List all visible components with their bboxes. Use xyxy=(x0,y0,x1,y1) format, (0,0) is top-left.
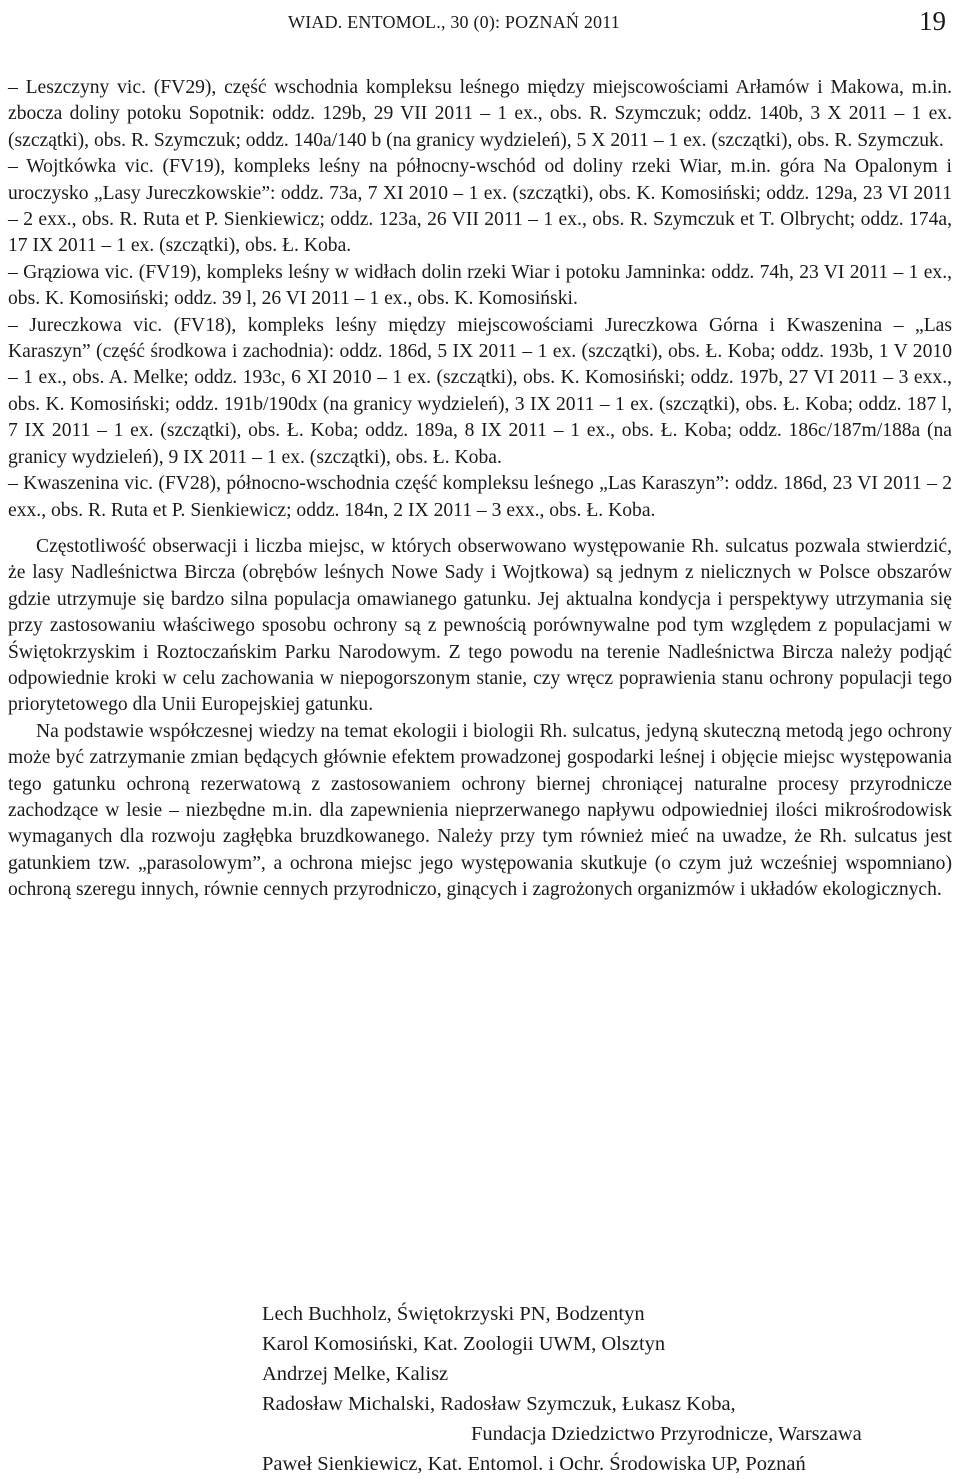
affiliation-komosinski: Karol Komosiński, Kat. Zoologii UWM, Olsztyn xyxy=(262,1333,666,1355)
affiliation-sienkiewicz: Paweł Sienkiewicz, Kat. Entomol. i Ochr. Środowiska UP, Poznań xyxy=(262,1453,806,1475)
body-paragraph-frequency: Częstotliwość obserwacji i liczba miejsc, w których obserwowano występowanie Rh. sulcatus pozwala stwierdzić, że lasy Nadleśnictwa Bircza (obrębów leśnych Nowe Sady i Wojtkowa) są jednym z nielicznych w Polsce obszarów gdzie utrzymuje się bardzo silna populacja omawianego gatunku. Jej aktualna kondycja i perspektywy utrzymania się przy zastosowaniu właściwego sposobu ochrony są z pewnością porównywalne pod tym względem z populacjami w Świętokrzyskim i Roztoczańskim Parku Narodowym. Z tego powodu na terenie Nadleśnictwa Bircza należy podjąć odpowiednie kroki w celu zachowania w niepogorszonym stanie, czy wręcz poprawienia stanu ochrony populacji tego priorytetowego dla Unii Europejskiej gatunku. xyxy=(8,535,952,716)
page-number: 19 xyxy=(919,6,946,36)
locality-entry-wojtkowka: – Wojtkówka vic. (FV19), kompleks leśny na północny-wschód od doliny rzeki Wiar, m.in. góra Na Opalonym i uroczysko „Lasy Jureczkowskie”: oddz. 73a, 7 XI 2010 – 1 ex. (szczątki), obs. K. Komosiński; oddz. 129a, 23 VI 2011 – 2 exx., obs. R. Ruta et P. Sienkiewicz; oddz. 123a, 26 VII 2011 – 1 ex., obs. R. Szymczuk et T. Olbrycht; oddz. 174a, 17 IX 2011 – 1 ex. (szczątki), obs. Ł. Koba. xyxy=(8,156,952,257)
locality-entry-kwaszenina: – Kwaszenina vic. (FV28), północno-wschodnia część kompleksu leśnego „Las Karaszyn”: oddz. 186d, 23 VI 2011 – 2 exx., obs. R. Ruta et P. Sienkiewicz; oddz. 184n, 2 IX 2011 – 3 exx., obs. Ł. Koba. xyxy=(8,473,952,521)
locality-entry-leszczyny: – Leszczyny vic. (FV29), część wschodnia kompleksu leśnego między miejscowościami Arłamów i Makowa, m.in. zbocza doliny potoku Sopotnik: oddz. 129b, 29 VII 2011 – 1 ex., obs. R. Szymczuk; oddz. 140b, 3 X 2011 – 1 ex. (szczątki), obs. R. Szymczuk; oddz. 140a/140 b (na granicy wydzieleń), 5 X 2011 – 1 ex. (szczątki), obs. R. Szymczuk. xyxy=(8,77,952,151)
locality-entry-graziowa: – Grąziowa vic. (FV19), kompleks leśny w widłach dolin rzeki Wiar i potoku Jamninka: oddz. 74h, 23 VI 2011 – 1 ex., obs. K. Komosiński; oddz. 39 l, 26 VI 2011 – 1 ex., obs. K. Komosiński. xyxy=(8,261,952,310)
body-paragraph-protection: Na podstawie współczesnej wiedzy na temat ekologii i biologii Rh. sulcatus, jedyną skuteczną metodą jego ochrony może być zatrzymanie zmian będących głównie efektem prowadzonej gospodarki leśnej i objęcie miejsc występowania tego gatunku ochroną rezerwatową z zastosowaniem ochrony biernej chroniącej naturalne procesy przyrodnicze zachodzące w lesie – niezbędne m.in. dla zapewnienia nieprzerwanego napływu odpowiedniej ilości mikrośrodowisk wymaganych dla rozwoju zagłębka bruzdkowanego. Należy przy tym również mieć na uwadze, że Rh. sulcatus jest gatunkiem tzw. „parasolowym”, a ochrona miejsc jego występowania skutkuje (o czym już wcześniej wspomniano) ochroną szeregu innych, równie cennych przyrodniczo, ginących i zagrożonych organizmów i układów ekologicznych. xyxy=(8,720,952,901)
affiliation-foundation: Fundacja Dziedzictwo Przyrodnicze, Warszawa xyxy=(471,1423,862,1445)
affiliation-buchholz: Lech Buchholz, Świętokrzyski PN, Bodzentyn xyxy=(262,1303,645,1325)
author-affiliations xyxy=(262,1299,952,1479)
running-head: WIAD. ENTOMOL., 30 (0): POZNAŃ 2011 xyxy=(288,12,620,32)
page-header xyxy=(0,6,960,36)
page-body xyxy=(8,75,952,904)
affiliation-michalski-szymczuk-koba: Radosław Michalski, Radosław Szymczuk, Łukasz Koba, xyxy=(262,1393,736,1415)
locality-entry-jureczkowa: – Jureczkowa vic. (FV18), kompleks leśny między miejscowościami Jureczkowa Górna i Kwaszenina – „Las Karaszyn” (część środkowa i zachodnia): oddz. 186d, 5 IX 2011 – 1 ex. (szczątki), obs. Ł. Koba; oddz. 193b, 1 V 2010 – 1 ex., obs. A. Melke; oddz. 193c, 6 XI 2010 – 1 ex. (szczątki), obs. K. Komosiński; oddz. 197b, 27 VI 2011 – 3 exx., obs. K. Komosiński; oddz. 191b/190dx (na granicy wydzieleń), 3 IX 2011 – 1 ex. (szczątki), obs. Ł. Koba; oddz. 187 l, 7 IX 2011 – 1 ex. (szczątki), obs. Ł. Koba; oddz. 189a, 8 IX 2011 – 1 ex., obs. Ł. Koba; oddz. 186c/187m/188a (na granicy wydzieleń), 9 IX 2011 – 1 ex. (szczątki), obs. Ł. Koba. xyxy=(8,314,952,468)
affiliation-melke: Andrzej Melke, Kalisz xyxy=(262,1363,449,1385)
